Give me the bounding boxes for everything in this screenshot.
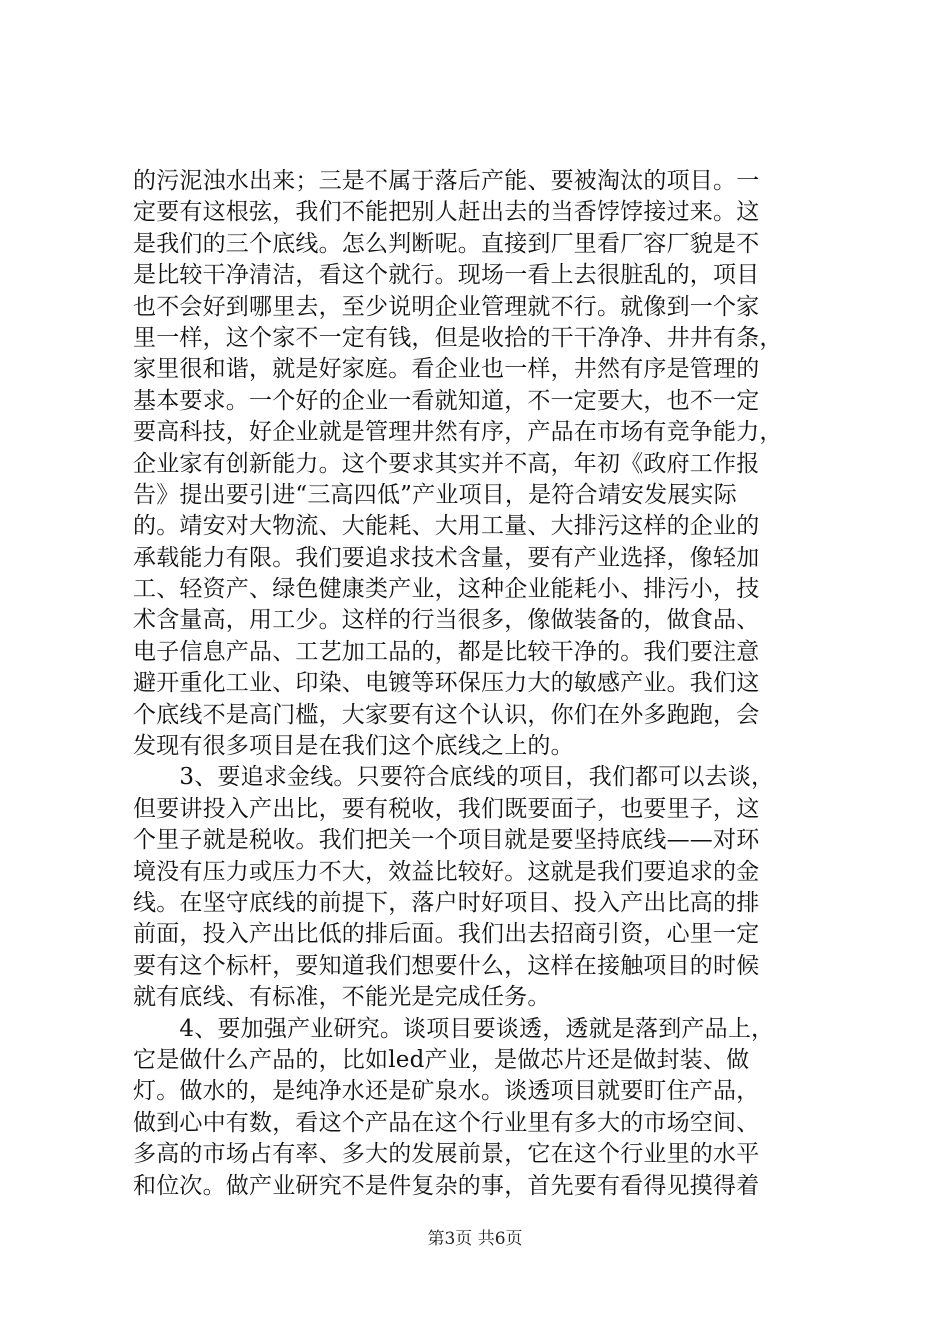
text-line: 工、轻资产、绿色健康类产业，这种企业能耗小、排污小，技	[133, 576, 760, 603]
text-line: 的污泥浊水出来；三是不属于落后产能、要被淘汰的项目。一	[133, 168, 760, 194]
text-line: 要有这个标杆，要知道我们想要什么，这样在接触项目的时候	[133, 952, 760, 979]
text-line: 定要有这根弦，我们不能把别人赶出去的当香饽饽接过来。这	[133, 199, 760, 226]
text-line: 承载能力有限。我们要追求技术含量，要有产业选择，像轻加	[133, 544, 760, 571]
page-footer: 第3页 共6页	[427, 1229, 523, 1249]
text-line: 它是做什么产品的，比如led产业，是做芯片还是做封装、做	[133, 1046, 750, 1073]
text-line: 发现有很多项目是在我们这个底线之上的。	[133, 733, 574, 760]
text-line: 里一样，这个家不一定有钱，但是收拾的干干净净、井井有条，	[133, 324, 783, 351]
text-line: 灯。做水的，是纯净水还是矿泉水。谈透项目就要盯住产品，	[133, 1078, 760, 1105]
text-line: 前面，投入产出比低的排后面。我们出去招商引资，心里一定	[133, 921, 760, 948]
text-line: 3、要追求金线。只要符合底线的项目，我们都可以去谈，	[133, 764, 775, 791]
text-line: 避开重化工业、印染、电镀等环保压力大的敏感产业。我们这	[133, 670, 760, 697]
text-line: 做到心中有数，看这个产品在这个行业里有多大的市场空间、	[133, 1109, 760, 1136]
text-line: 是我们的三个底线。怎么判断呢。直接到厂里看厂容厂貌是不	[133, 230, 760, 257]
text-line: 个里子就是税收。我们把关一个项目就是要坚持底线——对环	[133, 827, 760, 854]
document-body	[133, 166, 833, 1202]
text-line: 术含量高，用工少。这样的行当很多，像做装备的，做食品、	[133, 607, 760, 634]
text-line: 就有底线、有标准，不能光是完成任务。	[133, 984, 551, 1011]
text-line: 家里很和谐，就是好家庭。看企业也一样，井然有序是管理的	[133, 356, 760, 383]
text-line: 基本要求。一个好的企业一看就知道，不一定要大，也不一定	[133, 387, 760, 414]
text-line: 4、要加强产业研究。谈项目要谈透，透就是落到产品上，	[133, 1015, 775, 1042]
text-line: 企业家有创新能力。这个要求其实并不高，年初《政府工作报	[133, 450, 760, 477]
text-line: 告》提出要引进“三高四低”产业项目，是符合靖安发展实际	[133, 481, 737, 508]
text-line: 境没有压力或压力不大，效益比较好。这就是我们要追求的金	[133, 858, 760, 885]
text-line: 是比较干净清洁，看这个就行。现场一看上去很脏乱的，项目	[133, 262, 760, 289]
text-line: 个底线不是高门槛，大家要有这个认识，你们在外多跑跑，会	[133, 701, 760, 728]
text-line: 线。在坚守底线的前提下，落户时好项目、投入产出比高的排	[133, 889, 760, 916]
text-line: 也不会好到哪里去，至少说明企业管理就不行。就像到一个家	[133, 293, 760, 320]
text-line: 要高科技，好企业就是管理井然有序，产品在市场有竞争能力，	[133, 419, 783, 446]
text-line: 多高的市场占有率、多大的发展前景，它在这个行业里的水平	[133, 1141, 760, 1168]
text-line: 和位次。做产业研究不是件复杂的事，首先要有看得见摸得着	[133, 1172, 760, 1199]
text-line: 的。靖安对大物流、大能耗、大用工量、大排污这样的企业的	[133, 513, 760, 540]
text-line: 但要讲投入产出比，要有税收，我们既要面子，也要里子，这	[133, 795, 760, 822]
text-line: 电子信息产品、工艺加工品的，都是比较干净的。我们要注意	[133, 638, 760, 665]
